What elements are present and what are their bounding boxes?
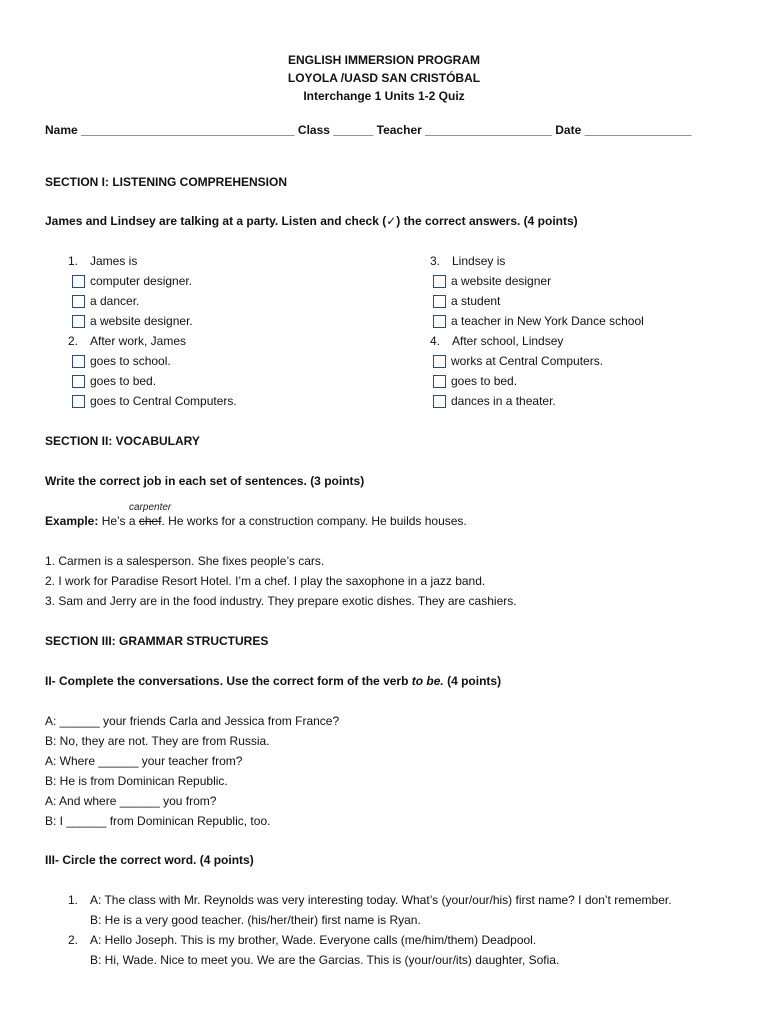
conversation-line: B: I ______ from Dominican Republic, too. (45, 814, 271, 828)
student-info-line: Name ________________________________ Class ______ Teacher ___________________ Date ________________ (45, 123, 692, 137)
checkbox[interactable] (433, 275, 446, 288)
checkbox[interactable] (433, 315, 446, 328)
option-label: computer designer. (90, 274, 193, 288)
vocab-item: 1. Carmen is a salesperson. She fixes people’s cars. (45, 554, 325, 568)
question-number: 1. (68, 254, 79, 268)
example-text-post: . He works for a construction company. He builds houses. (161, 514, 467, 528)
item-number: 1. (68, 893, 79, 907)
question-4 (430, 333, 563, 349)
checkbox[interactable] (433, 355, 446, 368)
checkbox[interactable] (72, 375, 85, 388)
question-1 (68, 253, 137, 269)
section-2-title: SECTION II: VOCABULARY (45, 434, 200, 448)
option-label: goes to Central Computers. (90, 394, 237, 408)
checkbox[interactable] (72, 295, 85, 308)
option-label: dances in a theater. (451, 394, 556, 408)
conversation-line: A: ______ your friends Carla and Jessica from France? (45, 714, 340, 728)
option-label: a student (451, 294, 501, 308)
checkbox[interactable] (72, 275, 85, 288)
option-label: goes to school. (90, 354, 171, 368)
conversation-line: B: No, they are not. They are from Russia. (45, 734, 270, 748)
option-row[interactable] (72, 353, 171, 369)
item-text: A: Hello Joseph. This is my brother, Wade. Everyone calls (me/him/them) Deadpool. (90, 933, 537, 947)
checkbox[interactable] (433, 375, 446, 388)
example-label: Example: (45, 514, 99, 528)
circle-item-2-b: B: Hi, Wade. Nice to meet you. We are the Garcias. This is (your/our/its) daughter, Sofia. (90, 953, 560, 967)
program-title: ENGLISH IMMERSION PROGRAM (287, 53, 480, 67)
section-2-instruction: Write the correct job in each set of sentences. (3 points) (45, 474, 365, 488)
option-row[interactable] (433, 353, 603, 369)
checkbox[interactable] (433, 295, 446, 308)
conversation-line: A: And where ______ you from? (45, 794, 217, 808)
item-text: A: The class with Mr. Reynolds was very interesting today. What’s (your/our/his) first name? I don’t remember. (90, 893, 672, 907)
vocab-item: 3. Sam and Jerry are in the food industry. They prepare exotic dishes. They are cashiers. (45, 594, 517, 608)
question-2 (68, 333, 186, 349)
checkbox[interactable] (72, 315, 85, 328)
option-row[interactable] (433, 373, 517, 389)
example-annotation: carpenter (129, 502, 172, 513)
quiz-title: Interchange 1 Units 1-2 Quiz (303, 89, 465, 103)
example-sentence (45, 513, 467, 529)
option-row[interactable] (433, 393, 556, 409)
verb-phrase: to be. (411, 674, 444, 688)
part-3-instruction: III- Circle the correct word. (4 points) (45, 853, 254, 867)
option-label: a teacher in New York Dance school (451, 314, 644, 328)
option-row[interactable] (72, 313, 193, 329)
question-number: 2. (68, 334, 79, 348)
vocab-item: 2. I work for Paradise Resort Hotel. I’m a chef. I play the saxophone in a jazz band. (45, 574, 486, 588)
section-3-title: SECTION III: GRAMMAR STRUCTURES (45, 634, 269, 648)
question-text: After school, Lindsey (452, 334, 564, 348)
option-row[interactable] (433, 313, 644, 329)
question-text: Lindsey is (452, 254, 506, 268)
option-row[interactable] (433, 273, 551, 289)
option-row[interactable] (72, 273, 192, 289)
question-number: 4. (430, 334, 441, 348)
option-row[interactable] (72, 393, 237, 409)
institution-title: LOYOLA /UASD SAN CRISTÓBAL (287, 71, 481, 85)
instruction-text: II- Complete the conversations. Use the correct form of the verb (45, 674, 412, 688)
conversation-line: A: Where ______ your teacher from? (45, 754, 243, 768)
checkbox[interactable] (72, 355, 85, 368)
section-1-title: SECTION I: LISTENING COMPREHENSION (45, 175, 288, 189)
option-label: goes to bed. (451, 374, 518, 388)
example-text-pre: He’s a (98, 514, 139, 528)
question-text: After work, James (90, 334, 187, 348)
conversation-line: B: He is from Dominican Republic. (45, 774, 228, 788)
circle-item-1-a (68, 892, 672, 908)
circle-item-2-a (68, 932, 536, 948)
option-label: a website designer (451, 274, 552, 288)
option-label: a website designer. (90, 314, 193, 328)
option-label: a dancer. (90, 294, 140, 308)
struck-word: chef (138, 514, 162, 528)
question-number: 3. (430, 254, 441, 268)
option-label: works at Central Computers. (451, 354, 604, 368)
option-row[interactable] (72, 293, 139, 309)
option-row[interactable] (433, 293, 500, 309)
item-number: 2. (68, 933, 79, 947)
instruction-points: (4 points) (443, 674, 502, 688)
question-text: James is (90, 254, 138, 268)
option-row[interactable] (72, 373, 156, 389)
part-2-instruction (45, 673, 501, 689)
option-label: goes to bed. (90, 374, 157, 388)
section-1-instruction: James and Lindsey are talking at a party. Listen and check (✓) the correct answers. (4 points) (45, 214, 578, 228)
checkbox[interactable] (433, 395, 446, 408)
question-3 (430, 253, 505, 269)
checkbox[interactable] (72, 395, 85, 408)
circle-item-1-b: B: He is a very good teacher. (his/her/their) first name is Ryan. (90, 913, 421, 927)
